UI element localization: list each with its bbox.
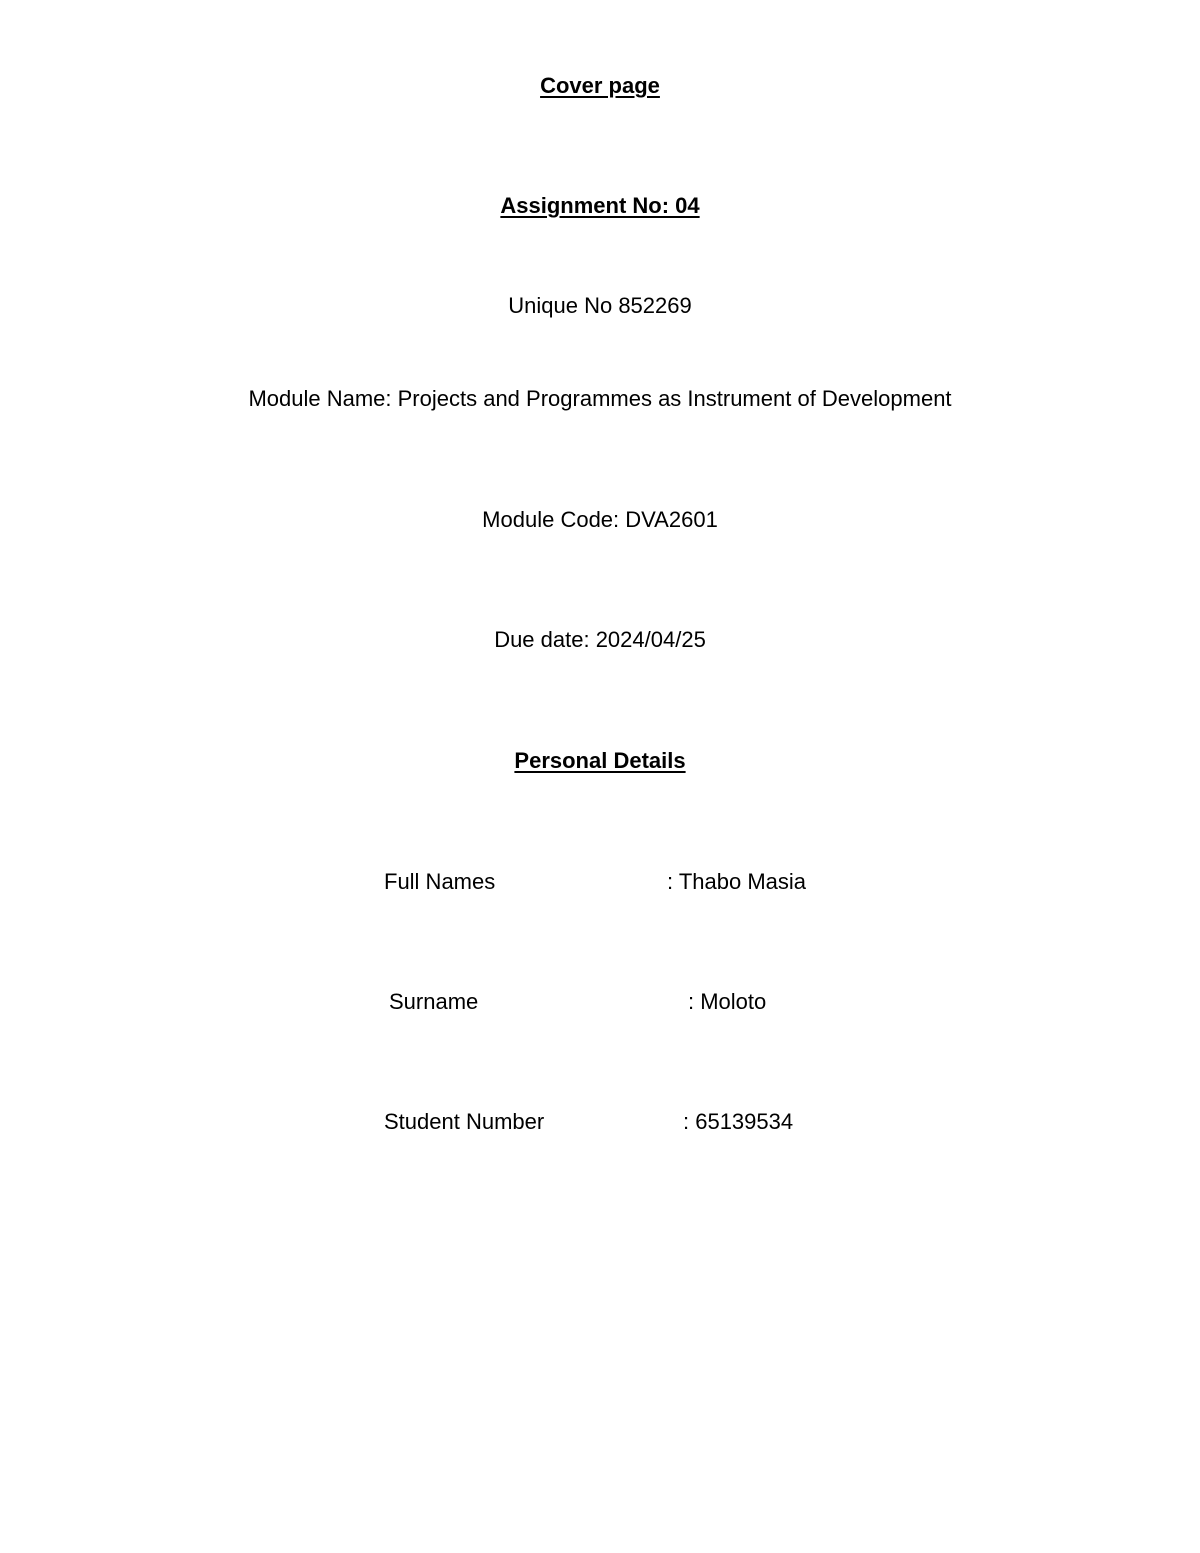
unique-number: Unique No 852269 (508, 293, 692, 318)
module-name: Module Name: Projects and Programmes as Instrument of Development (248, 386, 952, 411)
surname-value: : Moloto (688, 989, 767, 1014)
module-code: Module Code: DVA2601 (482, 507, 718, 532)
personal-details-heading: Personal Details (514, 748, 686, 773)
full-names-value: : Thabo Masia (667, 869, 807, 894)
assignment-number: Assignment No: 04 (500, 193, 700, 218)
student-number-label: Student Number (384, 1109, 545, 1134)
surname-label: Surname (389, 989, 479, 1014)
student-number-value: : 65139534 (683, 1109, 794, 1134)
cover-page-title: Cover page (540, 73, 660, 98)
due-date: Due date: 2024/04/25 (494, 627, 706, 652)
full-names-label: Full Names (384, 869, 496, 894)
